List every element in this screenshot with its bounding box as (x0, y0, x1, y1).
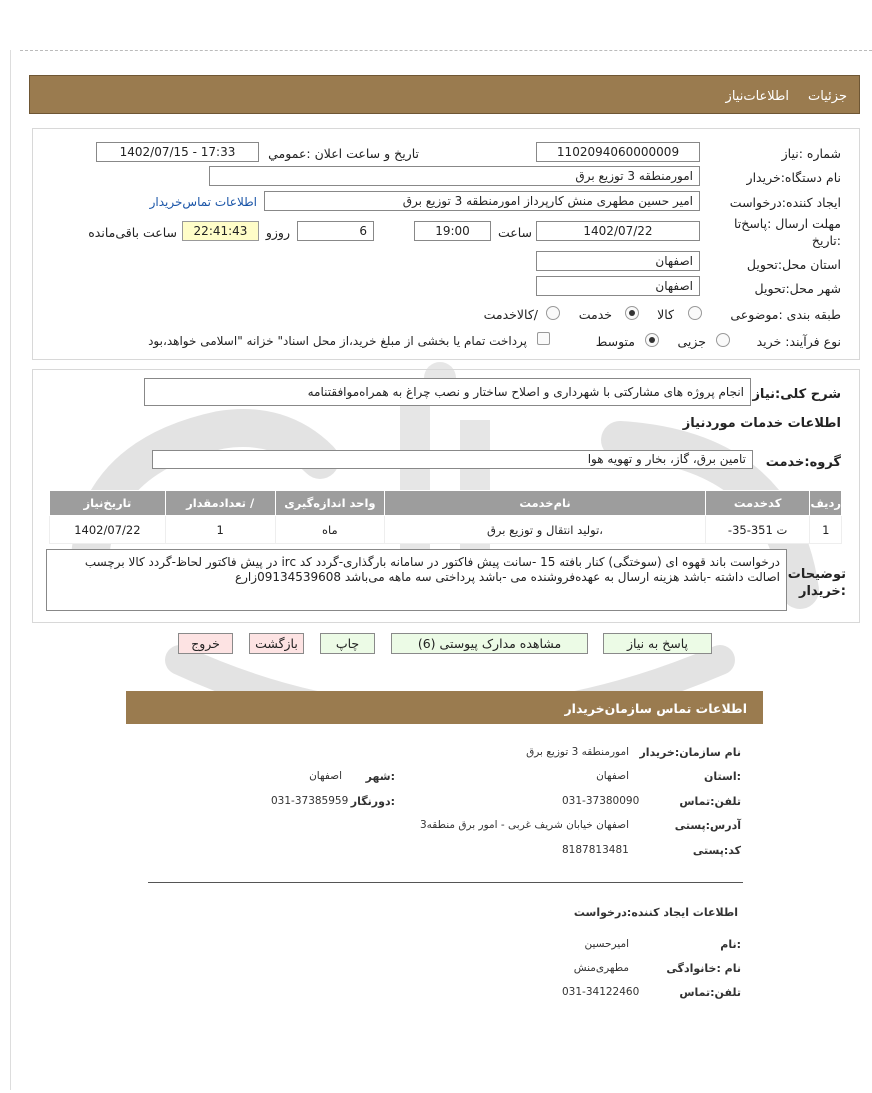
contact-org-value: امورمنطقه 3 توزیع برق (526, 746, 629, 758)
category-radio-goods[interactable] (688, 306, 702, 320)
creator-field: امیر حسین مطهری منش کارپرداز امورمنطقه 3 توزیع برق (264, 191, 700, 211)
process-option-minor: جزیی (677, 334, 706, 349)
contact-province-label: :استان (704, 770, 741, 783)
city-label: شهر محل:تحویل (754, 281, 841, 296)
remaining-label: ساعت باقی‌مانده (88, 225, 177, 240)
col-header-quantity: / تعدادمقدار (165, 491, 275, 516)
cell-service-code: ت 351-35- (705, 516, 810, 544)
col-header-unit: واحد اندازه‌گیری (275, 491, 385, 516)
need-info-panel (32, 128, 860, 360)
cell-unit: ماه (275, 516, 385, 544)
contact-fax-label: :دورنگار (350, 795, 395, 808)
need-number-label: شماره :نیاز (781, 146, 841, 161)
province-field: اصفهان (536, 251, 700, 271)
view-attachments-button[interactable]: مشاهده مدارک پیوستی (6) (391, 633, 588, 654)
contact-bar-title: اطلاعات تماس سازمان‌خریدار (564, 701, 747, 716)
exit-button[interactable]: خروج (178, 633, 233, 654)
page-header-bar (29, 75, 860, 114)
process-option-medium: متوسط (595, 334, 635, 349)
category-label: طبقه بندی :موضوعی (730, 307, 841, 322)
process-type-label: نوع فرآیند: خرید (756, 334, 841, 349)
deadline-label-line2: :تاریخ (811, 233, 841, 248)
announce-date-field: 1402/07/15 - 17:33 (96, 142, 259, 162)
deadline-date-field: 1402/07/22 (536, 221, 700, 241)
treasury-payment-checkbox[interactable] (537, 332, 550, 345)
category-option-service: خدمت (578, 307, 612, 322)
remaining-time-field: 22:41:43 (182, 221, 259, 241)
contact-header-bar (126, 691, 763, 724)
buyer-notes-label-line1: توضیحات (787, 567, 846, 582)
city-field: اصفهان (536, 276, 700, 296)
contact-divider (148, 882, 743, 883)
days-field: 6 (297, 221, 374, 241)
table-row (50, 516, 842, 544)
category-option-goods: کالا (657, 307, 674, 322)
cell-row-number: 1 (810, 516, 842, 544)
contact-address-label: آدرس:پستی (674, 819, 741, 832)
creator-family-value: مطهری‌منش (573, 962, 629, 974)
left-divider (10, 50, 11, 1090)
creator-name-label: :نام (720, 938, 741, 951)
creator-family-label: نام :خانوادگی (666, 962, 741, 975)
buyer-org-field: امورمنطقه 3 توزیع برق (209, 166, 700, 186)
col-header-row: ردیف (810, 491, 842, 516)
contact-address-value: اصفهان خیابان شریف غربی - امور برق منطقه3 (419, 819, 629, 831)
tab-details[interactable]: جزئیات (808, 89, 847, 104)
category-radio-goods-service[interactable] (546, 306, 560, 320)
province-label: استان محل:تحویل (746, 257, 841, 272)
tab-need-info[interactable]: اطلاعات‌نیاز (725, 89, 789, 104)
summary-label: شرح کلی:نیاز (752, 387, 841, 402)
contact-phone-label: تلفن:تماس (679, 795, 741, 808)
treasury-payment-note: پرداخت تمام یا بخشی از مبلغ خرید،از محل اسناد" خزانه "اسلامی خواهد،بود (148, 334, 527, 348)
back-button[interactable]: بازگشت (249, 633, 304, 654)
days-label: روزو (265, 225, 290, 240)
deadline-label-line1: مهلت ارسال :پاسخ‌تا (733, 216, 841, 231)
cell-quantity: 1 (165, 516, 275, 544)
buyer-notes-label-line2: :خریدار (799, 584, 846, 599)
announce-date-label: تاریخ و ساعت اعلان :عمومي (268, 146, 419, 161)
cell-need-date: 1402/07/22 (50, 516, 166, 544)
creator-info-heading: اطلاعات ایجاد کننده:درخواست (573, 906, 738, 919)
col-header-service-name: نام‌خدمت (385, 491, 706, 516)
category-radio-service[interactable] (625, 306, 639, 320)
contact-phone-value: 031-37380090 (562, 795, 640, 807)
creator-name-value: امیرحسین (584, 938, 629, 950)
creator-phone-value: 031-34122460 (562, 986, 640, 998)
process-radio-medium[interactable] (645, 333, 659, 347)
creator-phone-label: تلفن:تماس (679, 986, 741, 999)
col-header-service-code: کدخدمت (705, 491, 810, 516)
contact-city-label: :شهر (365, 770, 395, 783)
services-table (49, 490, 842, 544)
contact-province-value: اصفهان (596, 770, 629, 782)
contact-postal-label: کد:پستی (692, 844, 741, 857)
service-group-field: تامین برق، گاز، بخار و تهویه هوا (152, 450, 753, 469)
print-button[interactable]: چاپ (320, 633, 375, 654)
deadline-time-label: ساعت (497, 225, 532, 240)
creator-label: ایجاد کننده:درخواست (729, 195, 841, 210)
summary-field: انجام پروژه های مشارکتی با شهرداری و اصلاح ساختار و نصب چراغ به همراه‌موافقتنامه (144, 378, 751, 406)
col-header-need-date: تاریخ‌نیاز (50, 491, 166, 516)
top-divider (20, 50, 872, 51)
reply-button[interactable]: پاسخ به نیاز (603, 633, 712, 654)
process-radio-minor[interactable] (716, 333, 730, 347)
services-heading: اطلاعات خدمات موردنیاز (682, 416, 841, 431)
contact-fax-value: 031-37385959 (271, 795, 349, 807)
buyer-org-label: نام دستگاه:خریدار (746, 170, 841, 185)
category-option-goods-service: /کالاخدمت (483, 307, 538, 322)
services-table-wrapper (49, 490, 842, 544)
cell-service-name: ،تولید انتقال و توزیع برق (385, 516, 706, 544)
buyer-contact-link[interactable]: اطلاعات تماس‌خریدار (149, 195, 257, 209)
contact-postal-value: 8187813481 (562, 844, 629, 856)
need-number-field: 1102094060000009 (536, 142, 700, 162)
contact-org-label: نام سازمان:خریدار (639, 746, 741, 759)
contact-city-value: اصفهان (309, 770, 342, 782)
service-group-label: گروه:خدمت (765, 455, 841, 470)
deadline-time-field: 19:00 (414, 221, 491, 241)
buyer-notes-field: درخواست باند قهوه ای (سوختگی) کنار بافته 15 -سانت پیش فاکتور در سامانه بارگذاری-گردد کد irc در پیش فاکتور لحاظ-گردد کالا برچسب اصالت داشته -باشد هزینه ارسال به عهده‌فروشنده می -باشد پرداختی سه ماهه می‌باشد 09134539608زارع (46, 549, 787, 611)
